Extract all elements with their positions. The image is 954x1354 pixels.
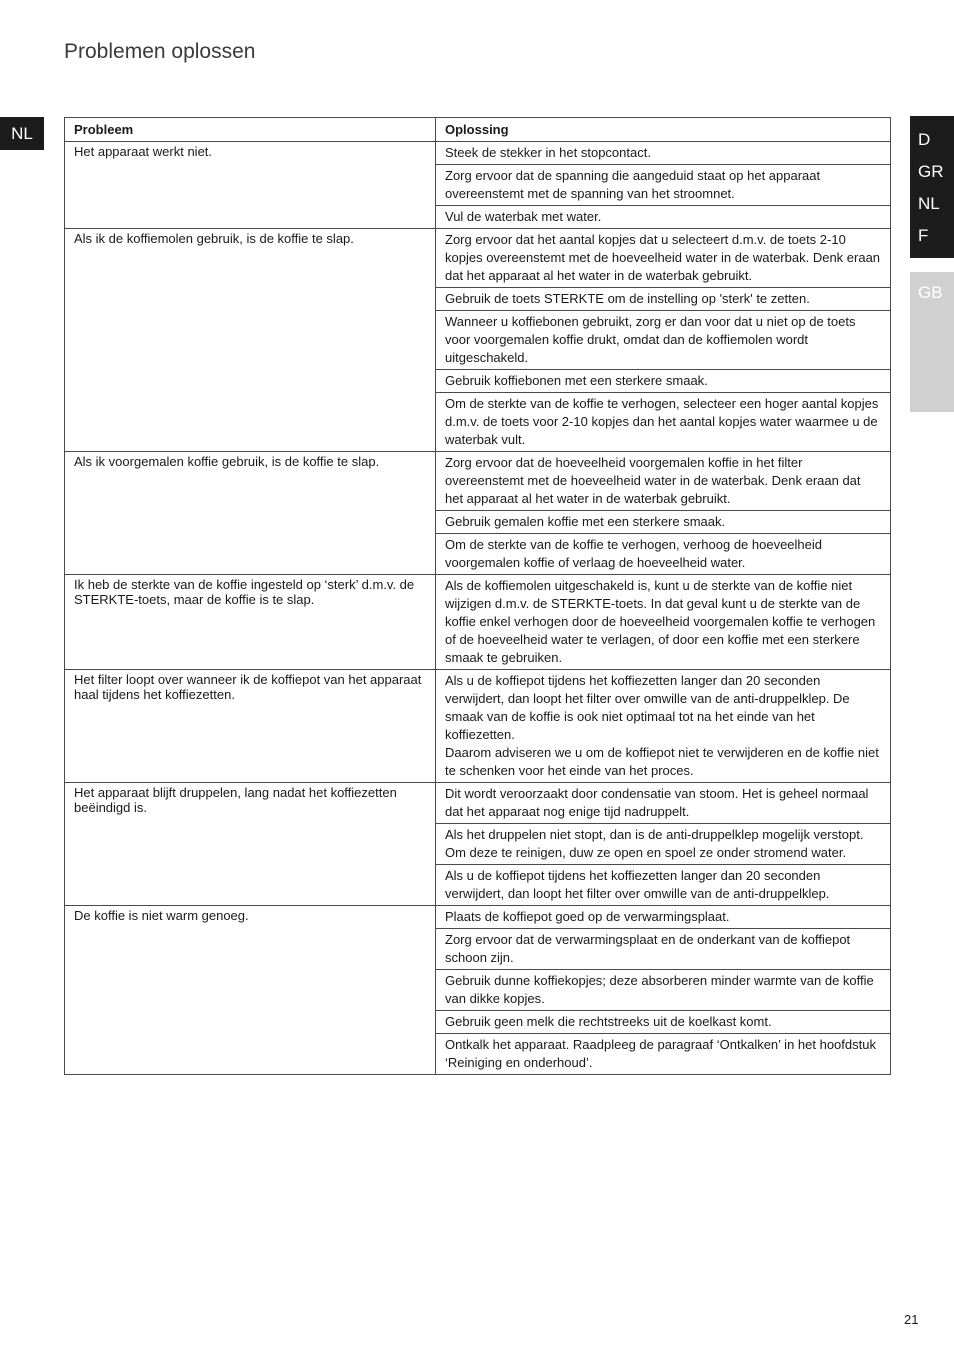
troubleshooting-table <box>64 117 891 1075</box>
problem-cell: Als ik voorgemalen koffie gebruik, is de koffie te slap. <box>65 452 436 575</box>
solution-cell: Zorg ervoor dat het aantal kopjes dat u selecteert d.m.v. de toets 2-10 kopjes overeenstemt met de hoeveelheid water in de waterbak. Denk eraan dat het apparaat al het water in de waterbak gebruikt. <box>436 229 891 288</box>
solution-cell: Gebruik dunne koffiekopjes; deze absorberen minder warmte van de koffie van dikke kopjes. <box>436 970 891 1011</box>
table-header-row <box>65 118 891 142</box>
problem-cell: Het apparaat blijft druppelen, lang nadat het koffiezetten beëindigd is. <box>65 783 436 906</box>
solution-cell: Om de sterkte van de koffie te verhogen, selecteer een hoger aantal kopjes d.m.v. de toets voor 2-10 kopjes dan het aantal kopjes water waarmee u de waterbak vult. <box>436 393 891 452</box>
table-row <box>65 229 891 288</box>
solution-cell: Vul de waterbak met water. <box>436 206 891 229</box>
table-row <box>65 575 891 670</box>
solution-cell: Zorg ervoor dat de hoeveelheid voorgemalen koffie in het filter overeenstemt met de hoeveelheid water in de waterbak. Denk eraan dat het apparaat al het water in de waterbak gebruikt. <box>436 452 891 511</box>
solution-cell: Gebruik geen melk die rechtstreeks uit de koelkast komt. <box>436 1011 891 1034</box>
solution-cell: Gebruik gemalen koffie met een sterkere smaak. <box>436 511 891 534</box>
solution-cell: Wanneer u koffiebonen gebruikt, zorg er dan voor dat u niet op de toets voor voorgemalen koffie drukt, omdat dan de koffiemolen wordt uitgeschakeld. <box>436 311 891 370</box>
solution-cell: Zorg ervoor dat de verwarmingsplaat en de onderkant van de koffiepot schoon zijn. <box>436 929 891 970</box>
language-index-light <box>910 272 954 412</box>
language-tab-gb[interactable]: GB <box>918 283 943 302</box>
solution-cell: Plaats de koffiepot goed op de verwarmingsplaat. <box>436 906 891 929</box>
solution-cell: Als de koffiemolen uitgeschakeld is, kunt u de sterkte van de koffie niet wijzigen d.m.v. de STERKTE-toets. In dat geval kunt u de sterkte van de koffie enkel verhogen door de hoeveelheid voorgemalen koffie te verhogen of de hoeveelheid water te verlagen, of door een koffie met een sterkere smaak te gebruiken. <box>436 575 891 670</box>
language-tab-d[interactable]: D <box>918 130 931 149</box>
solution-cell: Als u de koffiepot tijdens het koffiezetten langer dan 20 seconden verwijdert, dan loopt het filter over omwille van de anti-druppelklep. De smaak van de koffie is ook niet optimaal tot na het einde van het koffiezetten. Daarom adviseren we u om de koffiepot niet te verwijderen en de koffie niet te schenken voor het einde van het proces. <box>436 670 891 783</box>
header-solution: Oplossing <box>436 118 891 142</box>
page-number: 21 <box>904 1312 919 1327</box>
table-row <box>65 142 891 165</box>
current-language-tab: NL <box>0 117 44 150</box>
solution-cell: Als het druppelen niet stopt, dan is de anti-druppelklep mogelijk verstopt. Om deze te reinigen, duw ze open en spoel ze onder stromend water. <box>436 824 891 865</box>
table-body <box>65 142 891 1075</box>
table-row <box>65 452 891 511</box>
solution-cell: Dit wordt veroorzaakt door condensatie van stoom. Het is geheel normaal dat het apparaat nog enige tijd nadruppelt. <box>436 783 891 824</box>
language-index-dark <box>910 116 954 258</box>
table-row <box>65 783 891 824</box>
table-row <box>65 906 891 929</box>
language-tab-nl[interactable]: NL <box>918 194 940 213</box>
solution-cell: Gebruik de toets STERKTE om de instelling op 'sterk' te zetten. <box>436 288 891 311</box>
language-tab-f[interactable]: F <box>918 226 929 245</box>
problem-cell: Als ik de koffiemolen gebruik, is de koffie te slap. <box>65 229 436 452</box>
solution-cell: Ontkalk het apparaat. Raadpleeg de paragraaf ‘Ontkalken’ in het hoofdstuk ‘Reiniging en onderhoud’. <box>436 1034 891 1075</box>
solution-cell: Zorg ervoor dat de spanning die aangeduid staat op het apparaat overeenstemt met de spanning van het stroomnet. <box>436 165 891 206</box>
page-title: Problemen oplossen <box>64 40 256 63</box>
problem-cell: Het filter loopt over wanneer ik de koffiepot van het apparaat haal tijdens het koffiezetten. <box>65 670 436 783</box>
solution-cell: Gebruik koffiebonen met een sterkere smaak. <box>436 370 891 393</box>
problem-cell: Ik heb de sterkte van de koffie ingesteld op ‘sterk’ d.m.v. de STERKTE-toets, maar de koffie is te slap. <box>65 575 436 670</box>
solution-cell: Als u de koffiepot tijdens het koffiezetten langer dan 20 seconden verwijdert, dan loopt het filter over omwille van de anti-druppelklep. <box>436 865 891 906</box>
table-row <box>65 670 891 783</box>
problem-cell: Het apparaat werkt niet. <box>65 142 436 229</box>
language-tab-gr[interactable]: GR <box>918 162 944 181</box>
solution-cell: Steek de stekker in het stopcontact. <box>436 142 891 165</box>
problem-cell: De koffie is niet warm genoeg. <box>65 906 436 1075</box>
solution-cell: Om de sterkte van de koffie te verhogen, verhoog de hoeveelheid voorgemalen koffie of verlaag de hoeveelheid water. <box>436 534 891 575</box>
header-problem: Probleem <box>65 118 436 142</box>
